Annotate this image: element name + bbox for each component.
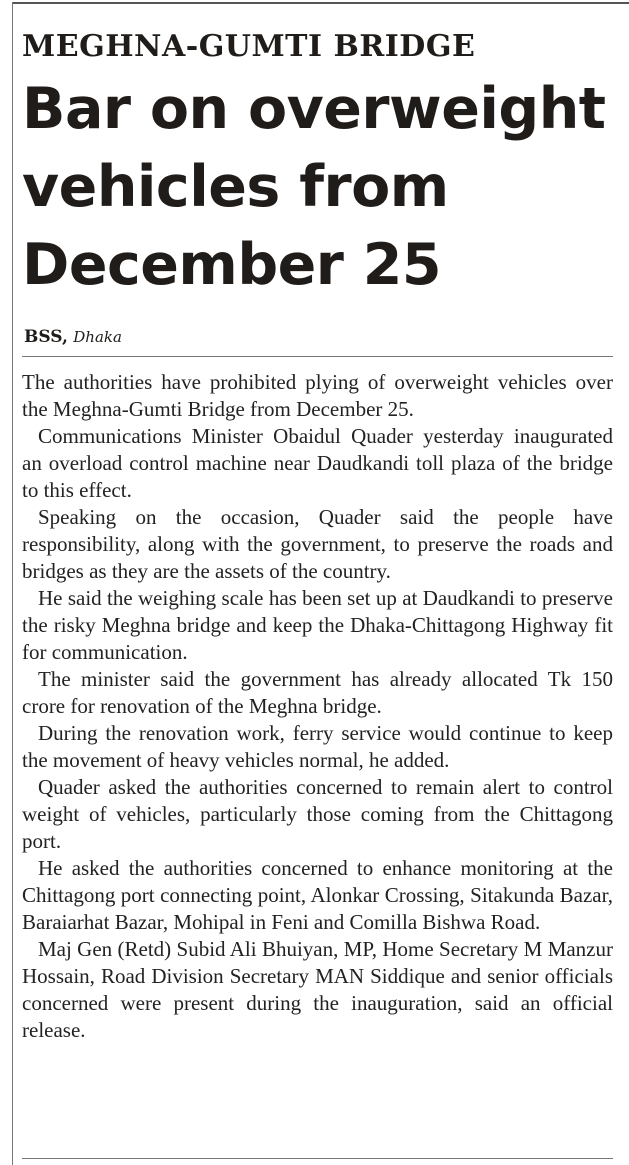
paragraph: Communications Minister Obaidul Quader yesterday inaugurated an overload control machine near Daudkandi toll plaza of the bridge to this effect.: [22, 424, 613, 502]
left-column-rule: [12, 2, 13, 1165]
paragraph: Quader asked the authorities concerned to remain alert to control weight of vehicles, particularly those coming from the Chittagong port.: [22, 775, 613, 853]
article-kicker: MEGHNA-GUMTI BRIDGE: [22, 29, 476, 64]
news-article: [22, 26, 613, 1044]
paragraph: The minister said the government has already allocated Tk 150 crore for renovation of the Meghna bridge.: [22, 667, 613, 718]
top-rule: [12, 2, 629, 4]
byline-agency: BSS,: [24, 327, 68, 347]
byline-divider: [22, 356, 613, 357]
paragraph: Maj Gen (Retd) Subid Ali Bhuiyan, MP, Home Secretary M Manzur Hossain, Road Division Secretary MAN Siddique and senior officials concerned were present during the inauguration, said an official release.: [22, 937, 613, 1042]
byline-place: Dhaka: [73, 328, 122, 346]
byline: [24, 326, 613, 348]
article-headline: Bar on overweight vehicles from December 25: [22, 76, 606, 298]
paragraph: Speaking on the occasion, Quader said the people have responsibility, along with the government, to preserve the roads and bridges as they are the assets of the country.: [22, 505, 613, 583]
paragraph: During the renovation work, ferry service would continue to keep the movement of heavy vehicles normal, he added.: [22, 721, 613, 772]
paragraph: The authorities have prohibited plying of overweight vehicles over the Meghna-Gumti Bridge from December 25.: [22, 370, 613, 421]
paragraph: He asked the authorities concerned to enhance monitoring at the Chittagong port connecting point, Alonkar Crossing, Sitakunda Bazar, Baraiarhat Bazar, Mohipal in Feni and Comilla Bishwa Road.: [22, 856, 613, 934]
article-body: [22, 369, 613, 1044]
paragraph: He said the weighing scale has been set up at Daudkandi to preserve the risky Meghna bridge and keep the Dhaka-Chittagong Highway fit for communication.: [22, 586, 613, 664]
bottom-rule: [22, 1158, 613, 1159]
